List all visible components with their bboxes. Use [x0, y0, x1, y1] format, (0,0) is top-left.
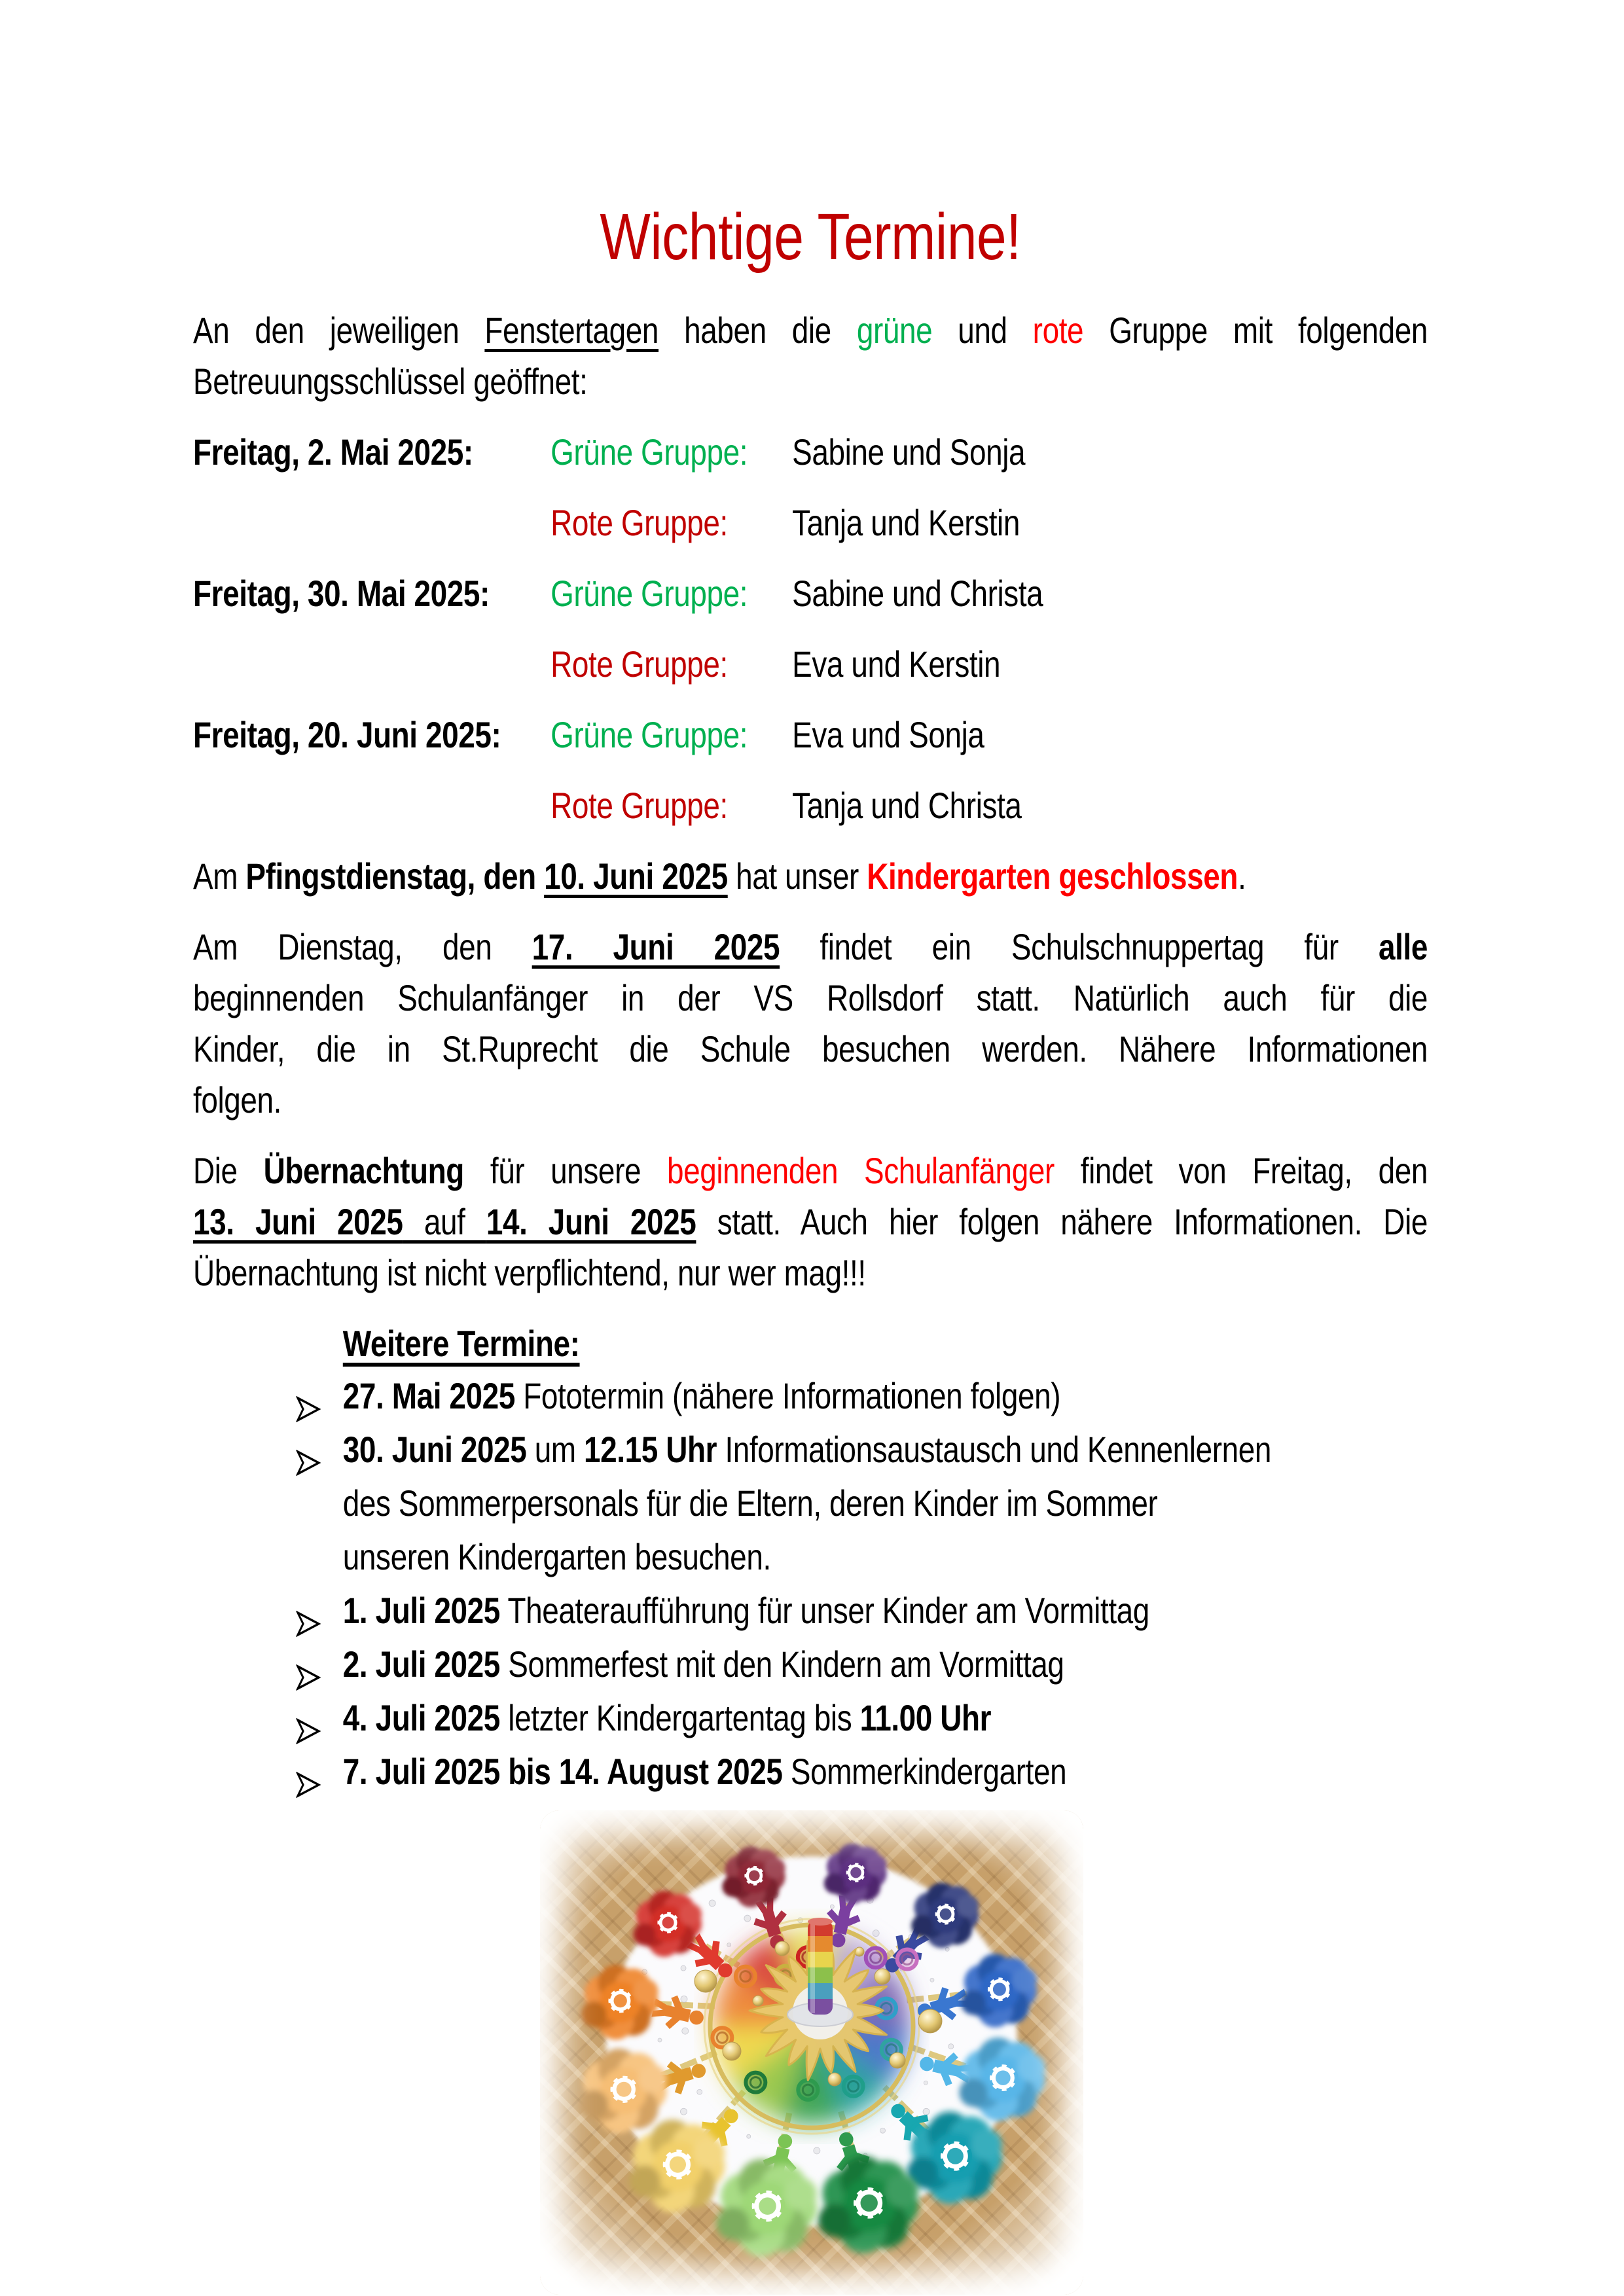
closed-notice: Kindergarten geschlossen: [867, 855, 1238, 897]
document-body: [193, 200, 1428, 1799]
termine-list: [193, 1369, 1428, 1799]
list-item: [193, 1584, 1428, 1638]
intro-line-2: [193, 356, 1428, 407]
item-time: 12.15 Uhr: [584, 1429, 717, 1470]
text-run: statt. Auch hier folgen nähere Informationen. Die: [696, 1201, 1428, 1242]
date-spacer: [193, 497, 550, 548]
red-group-label: Rote Gruppe:: [550, 643, 728, 685]
date-spacer: [193, 639, 550, 690]
item-text: des Sommerpersonals für die Eltern, deren Kinder im Sommer: [342, 1482, 1158, 1524]
item-date: 2. Juli 2025: [342, 1643, 500, 1685]
text-run: findet ein Schulschnuppertag für: [780, 926, 1379, 967]
green-group-label: Grüne Gruppe:: [550, 573, 748, 614]
intro-line-1: [193, 305, 1428, 356]
red-group-label: Rote Gruppe:: [550, 502, 728, 543]
item-text: unseren Kindergarten besuchen.: [342, 1536, 771, 1577]
schedule-date: Freitag, 30. Mai 2025:: [193, 573, 490, 614]
bold-text: Übernachtung: [263, 1150, 464, 1191]
text-run: Kinder, die in St.Ruprecht die Schule besuchen werden. Nähere Informationen: [193, 1028, 1428, 1069]
text-run: für unsere: [463, 1150, 668, 1191]
item-text: Fototermin (nähere Informationen folgen): [514, 1375, 1061, 1416]
bold-text: alle: [1379, 926, 1428, 967]
date-spacer: [193, 780, 550, 831]
text-run: und: [932, 310, 1033, 351]
text-run: haben die: [659, 310, 857, 351]
bold-underlined-date: 17. Juni 2025: [532, 926, 780, 967]
schedule-row: [193, 427, 1428, 478]
underlined-text: auf: [403, 1201, 486, 1242]
bold-text: Pfingstdienstag, den: [245, 855, 545, 897]
item-text: Sommerkindergarten: [782, 1751, 1067, 1792]
item-date: 1. Juli 2025: [342, 1590, 500, 1631]
white-vignette: [540, 1810, 1083, 2295]
schedule-row: [193, 497, 1428, 548]
text-run: Gruppe mit folgenden: [1083, 310, 1428, 351]
underlined-text: Fenstertagen: [484, 310, 659, 351]
list-item: [193, 1638, 1428, 1691]
page-title: Wichtige Termine!: [600, 200, 1021, 274]
list-item-continuation: [193, 1530, 1428, 1584]
group-names: Sabine und Sonja: [792, 431, 1026, 473]
text-run: findet von Freitag, den: [1054, 1150, 1428, 1191]
text-run: An den jeweiligen: [193, 310, 485, 351]
red-group-label: Rote Gruppe:: [550, 785, 728, 826]
uebernachtung-line-1: [193, 1145, 1428, 1196]
schnuppertag-line-3: [193, 1024, 1428, 1075]
group-names: Tanja und Kerstin: [792, 502, 1020, 543]
bold-underlined-date: 10. Juni 2025: [544, 855, 728, 897]
schedule-date: Freitag, 2. Mai 2025:: [193, 431, 473, 473]
schnuppertag-line-4: [193, 1075, 1428, 1126]
list-item: [193, 1691, 1428, 1745]
item-date: 30. Juni 2025: [342, 1429, 527, 1470]
text-run: Betreuungsschlüssel geöffnet:: [193, 361, 588, 402]
uebernachtung-line-2: [193, 1196, 1428, 1247]
green-group-label: Grüne Gruppe:: [550, 431, 748, 473]
arrow-bullet-icon: [296, 1705, 321, 1731]
text-run: Übernachtung ist nicht verpflichtend, nur wer mag!!!: [193, 1252, 866, 1293]
item-date: 7. Juli 2025 bis 14. August 2025: [342, 1751, 783, 1792]
text-run: hat unser: [727, 855, 867, 897]
text-run: Die: [193, 1150, 264, 1191]
group-names: Tanja und Christa: [792, 785, 1022, 826]
jahreskreis-photo: [540, 1810, 1083, 2295]
arrow-bullet-icon: [296, 1437, 321, 1463]
schedule-row: [193, 709, 1428, 761]
text-run: folgen.: [193, 1079, 282, 1121]
text-run: .: [1238, 855, 1246, 897]
schedule-row: [193, 780, 1428, 831]
schnuppertag-line-2: [193, 973, 1428, 1024]
list-item: [193, 1745, 1428, 1799]
arrow-bullet-icon: [296, 1651, 321, 1677]
schedule-row: [193, 639, 1428, 690]
text-run: Am: [193, 855, 246, 897]
schedule-row: [193, 568, 1428, 619]
item-text: Sommerfest mit den Kindern am Vormittag: [499, 1643, 1064, 1685]
item-text: Theateraufführung für unser Kinder am Vormittag: [499, 1590, 1149, 1631]
list-item: [193, 1369, 1428, 1423]
text-run: beginnenden Schulanfänger in der VS Rollsdorf statt. Natürlich auch für die: [193, 977, 1428, 1018]
arrow-bullet-icon: [296, 1383, 321, 1409]
list-item: [193, 1423, 1428, 1477]
green-group-label: Grüne Gruppe:: [550, 714, 748, 755]
item-text: Informationsaustausch und Kennenlernen: [717, 1429, 1271, 1470]
item-text: um: [526, 1429, 585, 1470]
text-run: Am Dienstag, den: [193, 926, 532, 967]
item-date: 27. Mai 2025: [342, 1375, 515, 1416]
item-time: 11.00 Uhr: [859, 1697, 992, 1738]
pfingst-line: [193, 851, 1428, 902]
green-word: grüne: [856, 310, 933, 351]
bold-underlined-date: 13. Juni 2025: [193, 1201, 403, 1242]
group-names: Eva und Kerstin: [792, 643, 1001, 685]
group-names: Sabine und Christa: [792, 573, 1043, 614]
group-names: Eva und Sonja: [792, 714, 984, 755]
bold-underlined-date: 14. Juni 2025: [486, 1201, 696, 1242]
arrow-bullet-icon: [296, 1598, 321, 1624]
red-text: beginnenden Schulanfänger: [667, 1150, 1055, 1191]
list-item-continuation: [193, 1477, 1428, 1530]
item-text: letzter Kindergartentag bis: [499, 1697, 860, 1738]
weitere-termine-heading: Weitere Termine:: [342, 1323, 580, 1364]
red-word: rote: [1032, 310, 1084, 351]
item-date: 4. Juli 2025: [342, 1697, 500, 1738]
uebernachtung-line-3: [193, 1247, 1428, 1299]
arrow-bullet-icon: [296, 1759, 321, 1785]
schedule-date: Freitag, 20. Juni 2025:: [193, 714, 501, 755]
schnuppertag-line-1: [193, 922, 1428, 973]
jahreskreis-illustration: [540, 1810, 1083, 2295]
